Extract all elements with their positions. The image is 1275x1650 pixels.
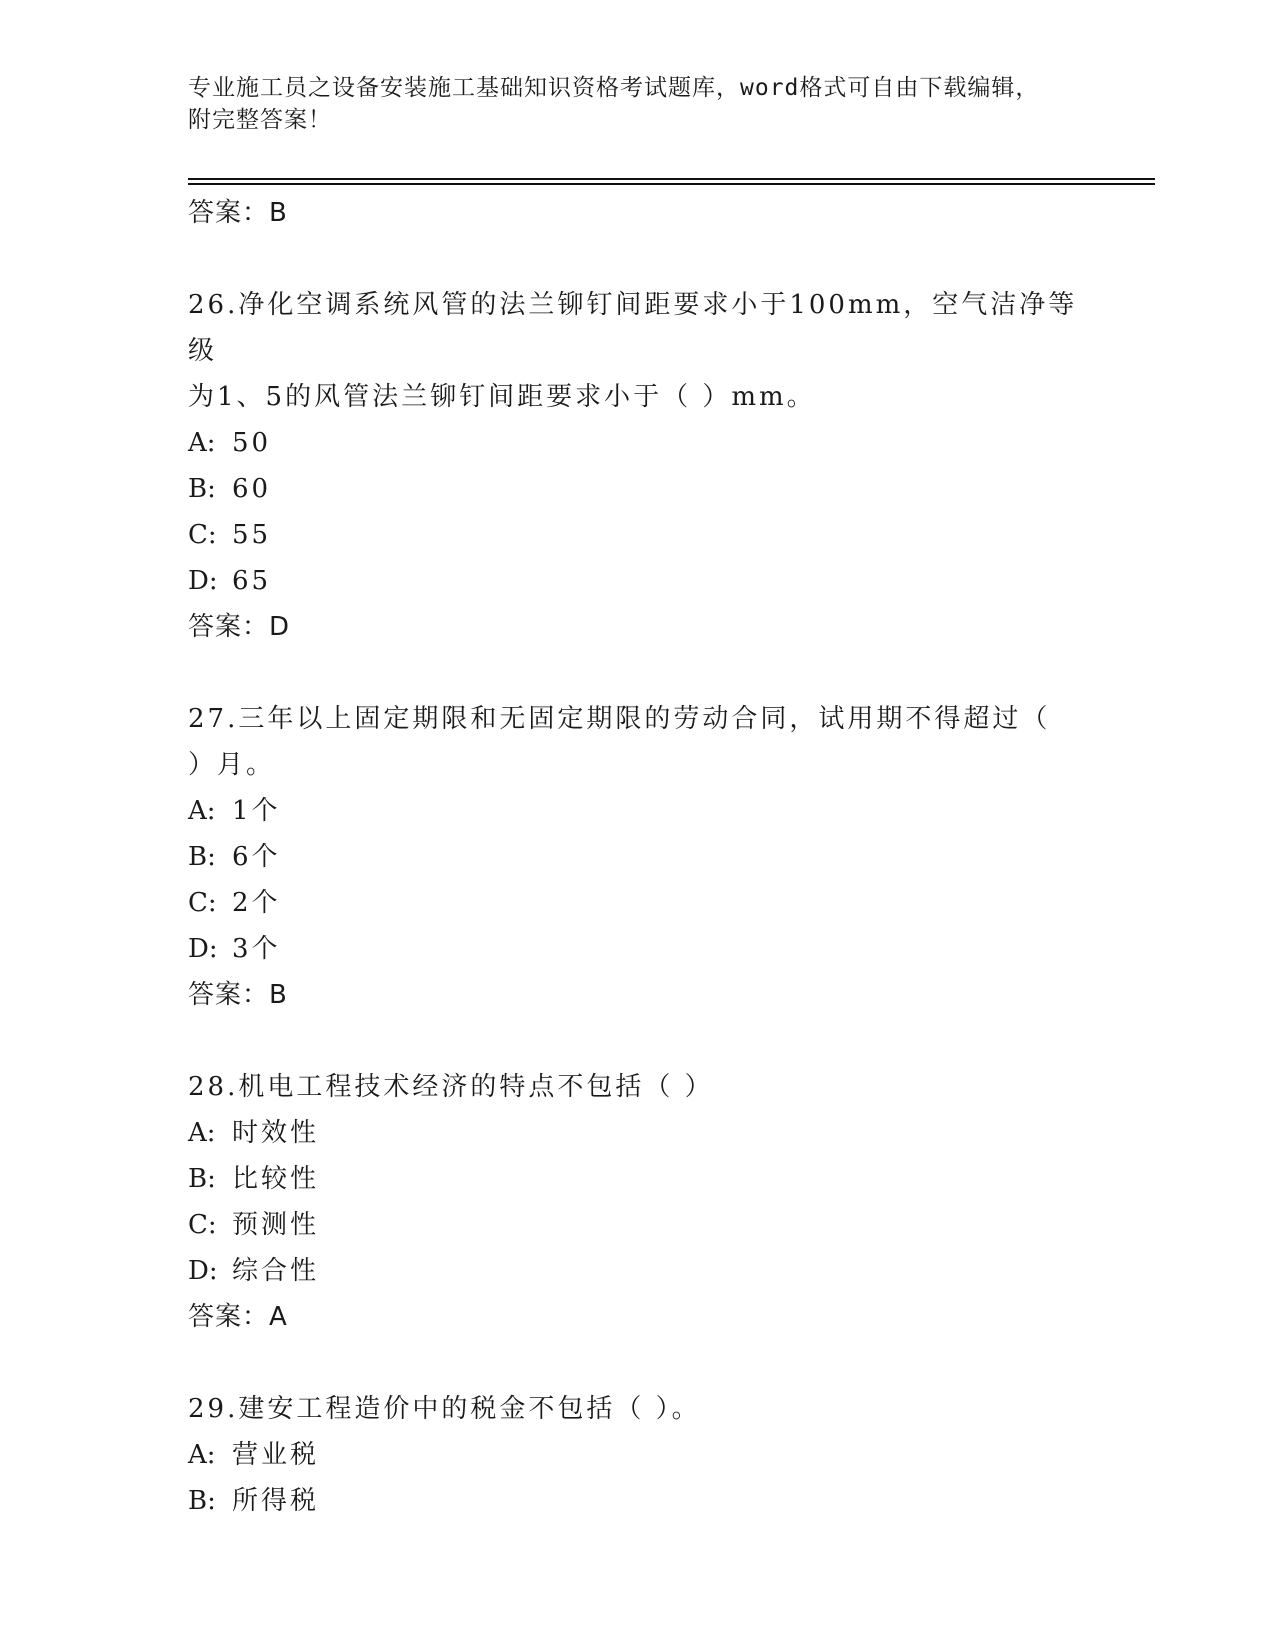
option-key: A: [188,428,216,458]
option-a [188,420,1088,466]
option-b [188,834,1088,880]
answer-line: 答案：B [188,198,288,228]
question-text: 27.三年以上固定期限和无固定期限的劳动合同，试用期不得超过（ [188,704,1051,734]
option-c [188,1202,1088,1248]
option-text: 1个 [232,796,281,826]
header-rule-bottom [188,183,1155,185]
option-b [188,466,1088,512]
option-key: C: [188,1210,217,1240]
option-a [188,788,1088,834]
option-a [188,1110,1088,1156]
option-c [188,512,1088,558]
answer-line: 答案：B [188,980,288,1010]
option-text: 65 [232,566,272,596]
header-line-2: 附完整答案！ [188,107,332,133]
question-block [188,1064,1088,1340]
option-d [188,558,1088,604]
option-key: D: [188,934,218,964]
header-rule-top [188,178,1155,180]
option-text: 6个 [232,842,281,872]
option-d [188,926,1088,972]
option-text: 所得税 [232,1486,320,1516]
option-key: A: [188,1440,216,1470]
option-key: B: [188,474,216,504]
option-text: 2个 [232,888,281,918]
question-block [188,1386,1088,1524]
option-key: B: [188,1486,216,1516]
option-b [188,1156,1088,1202]
option-b [188,1478,1088,1524]
option-text: 60 [232,474,272,504]
answer-line: 答案：A [188,1302,288,1332]
option-text: 时效性 [232,1118,320,1148]
question-text-cont: ）月。 [188,750,276,780]
question-block [188,282,1088,650]
question-text-cont: 为1、5的风管法兰铆钉间距要求小于（ ）mm。 [188,382,816,412]
question-block [188,696,1088,1018]
option-key: B: [188,842,216,872]
question-text: 29.建安工程造价中的税金不包括（ ）。 [188,1394,701,1424]
option-a [188,1432,1088,1478]
option-text: 55 [232,520,272,550]
option-text: 50 [232,428,272,458]
option-key: D: [188,566,218,596]
option-key: C: [188,888,217,918]
option-text: 综合性 [232,1256,320,1286]
question-list [188,190,1088,1524]
option-key: A: [188,1118,216,1148]
question-text: 26.净化空调系统风管的法兰铆钉间距要求小于100mm，空气洁净等级 [188,290,1078,366]
option-text: 营业税 [232,1440,320,1470]
option-text: 3个 [232,934,281,964]
option-key: A: [188,796,216,826]
option-key: D: [188,1256,218,1286]
question-text: 28.机电工程技术经济的特点不包括（ ） [188,1072,714,1102]
answer-line: 答案：D [188,612,291,642]
option-text: 比较性 [232,1164,320,1194]
document-header [188,72,1088,136]
header-line-1: 专业施工员之设备安装施工基础知识资格考试题库，word格式可自由下载编辑， [188,75,1040,101]
option-text: 预测性 [232,1210,320,1240]
option-key: C: [188,520,217,550]
option-key: B: [188,1164,216,1194]
option-c [188,880,1088,926]
option-d [188,1248,1088,1294]
